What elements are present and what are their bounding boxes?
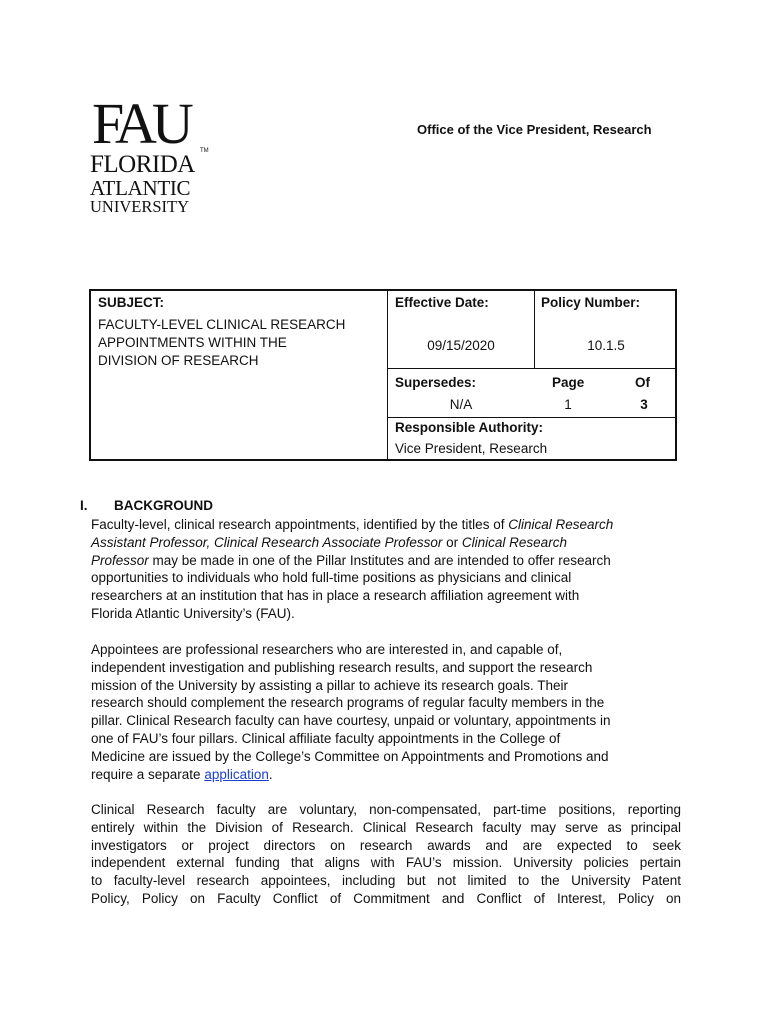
paragraph-line: Assistant Professor, Clinical Research Associate Professor or Clinical Research bbox=[91, 534, 567, 550]
effective-date-label: Effective Date: bbox=[395, 295, 489, 310]
policy-number-label: Policy Number: bbox=[541, 295, 641, 310]
paragraph-line: Professor may be made in one of the Pillar Institutes and are intended to offer research bbox=[91, 552, 611, 568]
paragraph-line: Faculty-level, clinical research appointments, identified by the titles of Clinical Research bbox=[91, 517, 614, 532]
responsible-authority-value: Vice President, Research bbox=[395, 441, 548, 456]
page-label: Page bbox=[552, 375, 585, 390]
paragraph-line: mission of the University by assisting a pillar to achieve its research goals. Their bbox=[91, 677, 568, 693]
paragraph-line: researchers at an institution that has in place a research affiliation agreement with bbox=[91, 588, 580, 604]
fau-logo bbox=[90, 91, 214, 220]
section-title: BACKGROUND bbox=[114, 498, 213, 513]
section-number: I. bbox=[80, 498, 88, 513]
paragraph-line: entirely within the Division of Research. Clinical Research faculty may serve as principal bbox=[91, 819, 681, 835]
of-value: 3 bbox=[640, 397, 648, 412]
paragraph-line: Florida Atlantic University’s (FAU). bbox=[91, 605, 295, 621]
subject-line-3: DIVISION OF RESEARCH bbox=[98, 353, 259, 368]
paragraph-2 bbox=[91, 641, 681, 783]
effective-date-value: 09/15/2020 bbox=[427, 338, 495, 353]
paragraph-line: independent external funding that aligns with FAU’s mission. University policies pertain bbox=[91, 855, 681, 871]
paragraph-line: research should complement the research programs of regular faculty members in the bbox=[91, 695, 605, 711]
responsible-authority-label: Responsible Authority: bbox=[395, 420, 544, 435]
application-link[interactable]: application bbox=[204, 766, 269, 782]
subject-line-1: FACULTY-LEVEL CLINICAL RESEARCH bbox=[98, 317, 346, 332]
paragraph-3 bbox=[91, 801, 681, 908]
logo-text-university: UNIVERSITY bbox=[90, 197, 189, 216]
supersedes-label: Supersedes: bbox=[395, 375, 477, 390]
paragraph-line: Appointees are professional researchers who are interested in, and capable of, bbox=[91, 642, 563, 657]
paragraph-line: pillar. Clinical Research faculty can have courtesy, unpaid or voluntary, appointments in bbox=[91, 713, 611, 729]
office-heading: Office of the Vice President, Research bbox=[417, 122, 652, 137]
paragraph-line: to faculty-level research appointees, including but not limited to the University Patent bbox=[91, 873, 681, 889]
paragraph-line: investigators or project directors on research awards and are expected to seek bbox=[91, 837, 681, 853]
page-value: 1 bbox=[564, 397, 572, 412]
paragraph-line: Clinical Research faculty are voluntary, non-compensated, part-time positions, reporting bbox=[91, 802, 681, 817]
paragraph-line: one of FAU’s four pillars. Clinical affiliate faculty appointments in the College of bbox=[91, 730, 561, 746]
paragraph-line: opportunities to individuals who hold full-time positions as physicians and clinical bbox=[91, 570, 572, 586]
subject-line-2: APPOINTMENTS WITHIN THE bbox=[98, 335, 287, 350]
fau-logo-mark: FAU bbox=[92, 91, 189, 156]
paragraph-line: Policy, Policy on Faculty Conflict of Commitment and Conflict of Interest, Policy on bbox=[91, 890, 681, 906]
logo-text-atlantic: ATLANTIC bbox=[90, 176, 191, 200]
logo-text-florida: FLORIDA bbox=[90, 151, 195, 178]
supersedes-value: N/A bbox=[449, 397, 473, 412]
subject-label: SUBJECT: bbox=[98, 295, 165, 310]
policy-info-table bbox=[89, 289, 677, 461]
policy-number-value: 10.1.5 bbox=[587, 338, 625, 353]
paragraph-line: Medicine are issued by the College’s Committee on Appointments and Promotions and bbox=[91, 748, 609, 764]
paragraph-line: require a separate application. bbox=[91, 766, 273, 782]
trademark-symbol: TM bbox=[200, 148, 209, 154]
section-heading bbox=[80, 498, 213, 513]
of-label: Of bbox=[635, 375, 650, 390]
paragraph-line: independent investigation and publishing research results, and support the research bbox=[91, 659, 593, 675]
paragraph-1 bbox=[91, 516, 681, 623]
